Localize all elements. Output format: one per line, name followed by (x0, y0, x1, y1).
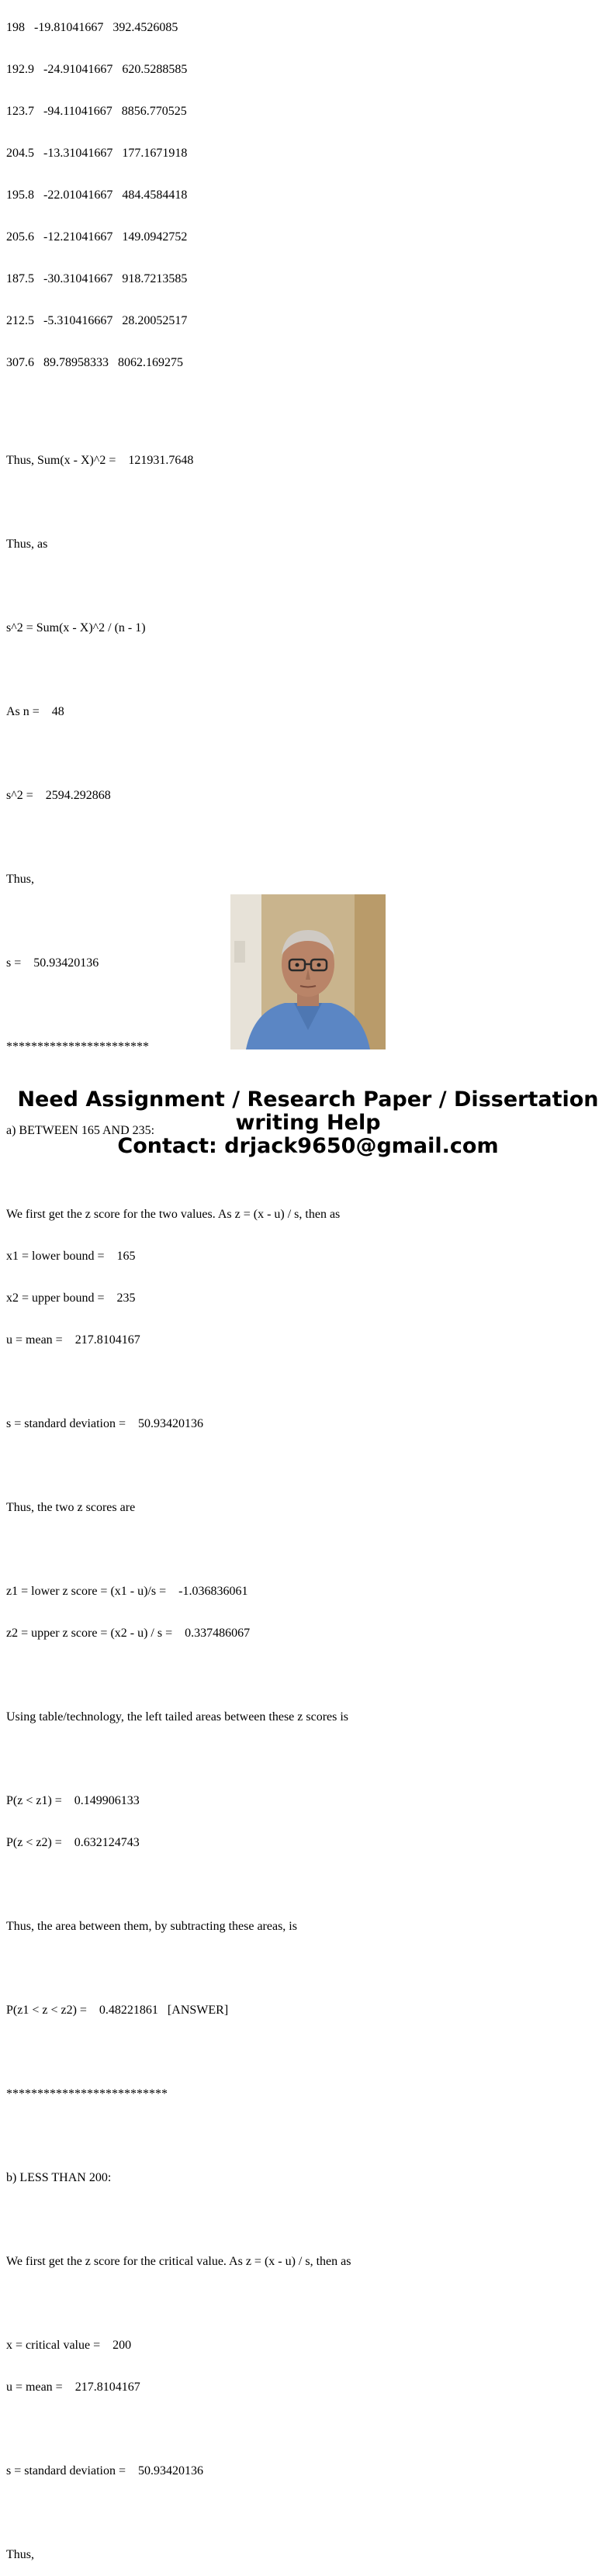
table-row: 205.6 -12.21041667 149.0942752 (6, 230, 188, 244)
thus-text: Thus, (6, 873, 34, 886)
areas-intro: Using table/technology, the left tailed areas between these z scores is (6, 1710, 349, 1724)
sum-line: Thus, Sum(x - X)^2 = 121931.7648 (6, 454, 194, 467)
std-dev-line: s = standard deviation = 50.93420136 (6, 2464, 204, 2477)
std-dev-value: s = 50.93420136 (6, 956, 99, 970)
table-row: 187.5 -30.31041667 918.7213585 (6, 272, 188, 285)
sample-size-line: As n = 48 (6, 705, 64, 718)
table-row: 204.5 -13.31041667 177.1671918 (6, 147, 188, 160)
thus-as-text: Thus, as (6, 538, 48, 551)
separator: ************************** (6, 2087, 168, 2101)
cta-line-2: writing Help (235, 1111, 381, 1135)
table-row: 307.6 89.78958333 8062.169275 (6, 356, 183, 369)
std-dev-line: s = standard deviation = 50.93420136 (6, 1417, 204, 1430)
z1-line: z1 = lower z score = (x1 - u)/s = -1.036836061 (6, 1585, 248, 1598)
person-portrait-icon (230, 894, 386, 1049)
p-z2-line: P(z < z2) = 0.632124743 (6, 1836, 140, 1849)
z2-line: z2 = upper z score = (x2 - u) / s = 0.337486067 (6, 1627, 251, 1640)
author-avatar (230, 894, 386, 1049)
table-row: 123.7 -94.11041667 8856.770525 (6, 105, 187, 118)
thus-text: Thus, (6, 2548, 34, 2561)
separator: *********************** (6, 1040, 149, 1053)
z-scores-intro: Thus, the two z scores are (6, 1501, 136, 1514)
variance-value: s^2 = 2594.292868 (6, 789, 111, 802)
part-a-intro: We first get the z score for the two values. As z = (x - u) / s, then as (6, 1208, 341, 1221)
contact-banner (0, 1088, 616, 1158)
table-row: 198 -19.81041667 392.4526085 (6, 21, 178, 34)
table-row: 195.8 -22.01041667 484.4584418 (6, 188, 188, 202)
variance-formula: s^2 = Sum(x - X)^2 / (n - 1) (6, 621, 146, 634)
table-row: 192.9 -24.91041667 620.5288585 (6, 63, 188, 76)
between-intro: Thus, the area between them, by subtracting these areas, is (6, 1920, 297, 1933)
upper-bound-line: x2 = upper bound = 235 (6, 1291, 136, 1305)
cta-contact-email[interactable]: Contact: drjack9650@gmail.com (117, 1134, 499, 1158)
part-a-answer: P(z1 < z < z2) = 0.48221861 [ANSWER] (6, 2004, 229, 2017)
table-row: 212.5 -5.310416667 28.20052517 (6, 314, 188, 327)
part-a-heading: a) BETWEEN 165 AND 235: (6, 1124, 155, 1137)
cta-line-1: Need Assignment / Research Paper / Dissertation (17, 1087, 599, 1112)
p-z1-line: P(z < z1) = 0.149906133 (6, 1794, 140, 1807)
mean-line: u = mean = 217.8104167 (6, 1333, 140, 1347)
part-b-intro: We first get the z score for the critical value. As z = (x - u) / s, then as (6, 2255, 351, 2268)
part-b-heading: b) LESS THAN 200: (6, 2171, 112, 2184)
critical-value-line: x = critical value = 200 (6, 2339, 132, 2352)
lower-bound-line: x1 = lower bound = 165 (6, 1250, 136, 1263)
mean-line: u = mean = 217.8104167 (6, 2381, 140, 2394)
